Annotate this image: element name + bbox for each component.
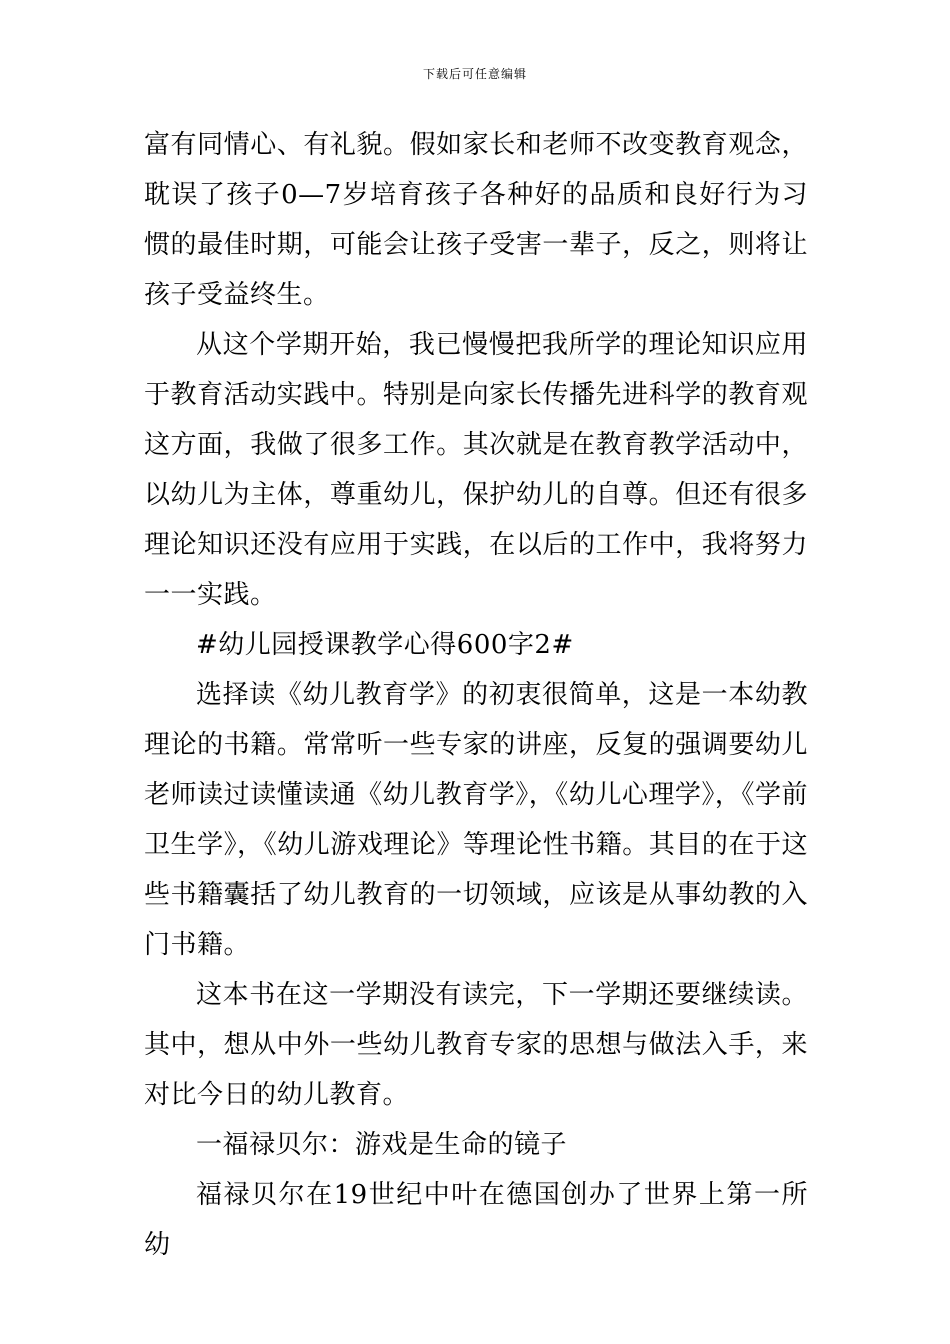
section-heading: #幼儿园授课教学心得600字2# <box>196 630 574 660</box>
paragraph-1: 富有同情心、有礼貌。假如家长和老师不改变教育观念，耽误了孩子0—7岁培育孩子各种好的品质和良好行为习惯的最佳时期，可能会让孩子受害一辈子，反之，则将让孩子受益终生。 <box>144 130 808 310</box>
paragraph-3: 选择读《幼儿教育学》的初衷很简单，这是一本幼教理论的书籍。常常听一些专家的讲座，反复的强调要幼儿老师读过读懂读通《幼儿教育学》，《幼儿心理学》，《学前卫生学》，《幼儿游戏理论》等理论性书籍。其目的在于这些书籍囊括了幼儿教育的一切领域，应该是从事幼教的入门书籍。 <box>144 680 808 960</box>
page-header: 下载后可任意编辑 <box>422 67 527 81</box>
paragraph-4: 这本书在这一学期没有读完，下一学期还要继续读。其中，想从中外一些幼儿教育专家的思想与做法入手，来对比今日的幼儿教育。 <box>144 980 808 1110</box>
paragraph-5: 福禄贝尔在19世纪中叶在德国创办了世界上第一所幼 <box>144 1180 808 1260</box>
document-body <box>144 120 808 1270</box>
subheading-froebel: 一福禄贝尔：游戏是生命的镜子 <box>196 1130 568 1160</box>
paragraph-2: 从这个学期开始，我已慢慢把我所学的理论知识应用于教育活动实践中。特别是向家长传播先进科学的教育观这方面，我做了很多工作。其次就是在教育教学活动中，以幼儿为主体，尊重幼儿，保护幼儿的自尊。但还有很多理论知识还没有应用于实践，在以后的工作中，我将努力一一实践。 <box>144 330 808 610</box>
